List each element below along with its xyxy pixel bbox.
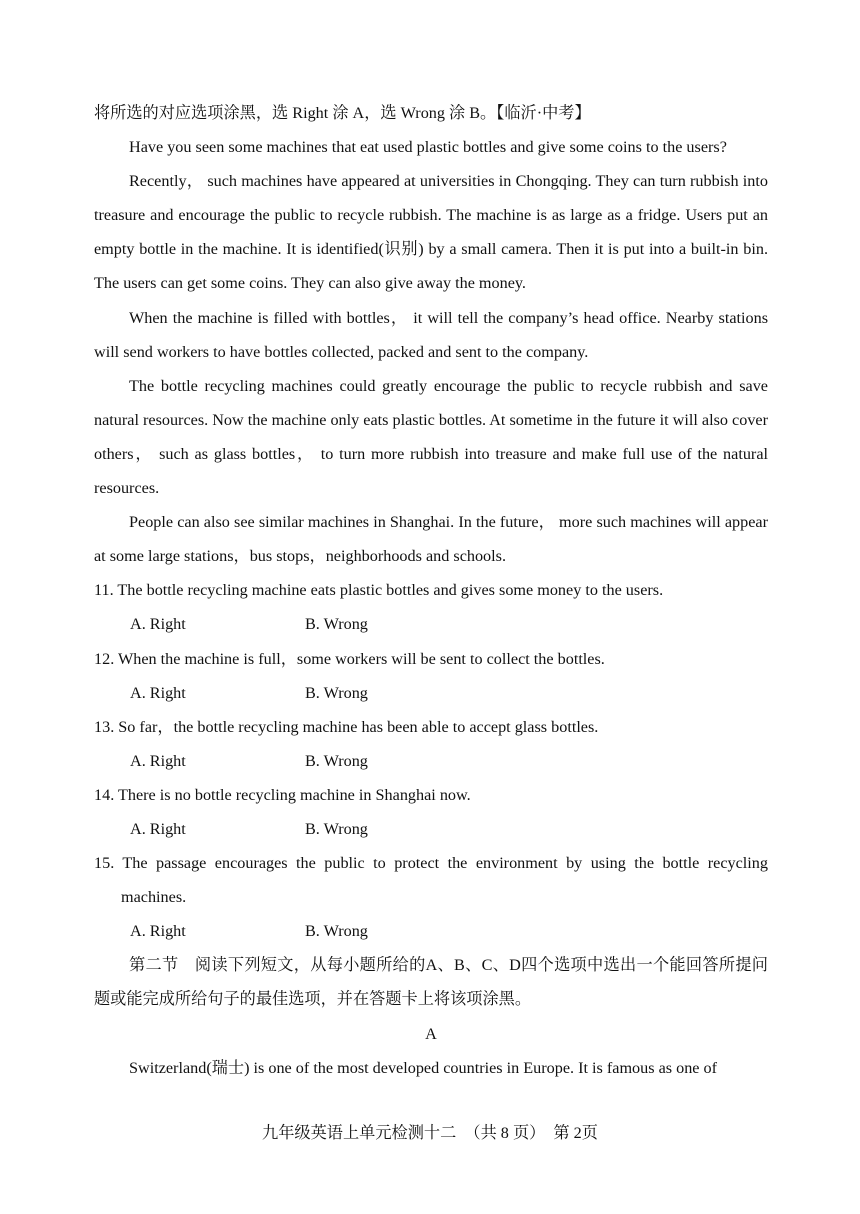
passage-a-label: A bbox=[425, 1024, 437, 1043]
question-15-option-a: A. Right bbox=[130, 922, 186, 941]
question-15-option-b: B. Wrong bbox=[305, 922, 368, 941]
question-14-stem: 14. There is no bottle recycling machine in Shanghai now. bbox=[94, 785, 471, 804]
question-15-options bbox=[94, 914, 768, 948]
passage-paragraph-3: When the machine is filled with bottles， it will tell the company’s head office. Nearby stations will send workers to have bottles collected, packed and sent to the company. bbox=[94, 308, 768, 361]
passage-paragraph-1: Have you seen some machines that eat used plastic bottles and give some coins to the users? bbox=[129, 138, 727, 157]
exam-page bbox=[94, 96, 768, 1085]
question-12-option-a: A. Right bbox=[130, 683, 186, 702]
section-2-instruction: 第二节 阅读下列短文，从每小题所给的A、B、C、D四个选项中选出一个能回答所提问题或能完成所给句子的最佳选项，并在答题卡上将该项涂黑。 bbox=[94, 956, 768, 1009]
question-13-options bbox=[94, 744, 768, 778]
question-11-stem: 11. The bottle recycling machine eats plastic bottles and gives some money to the users. bbox=[94, 581, 664, 600]
question-13-stem: 13. So far，the bottle recycling machine has been able to accept glass bottles. bbox=[94, 717, 599, 736]
question-14-options bbox=[94, 812, 768, 846]
question-11-option-b: B. Wrong bbox=[305, 615, 368, 634]
instruction-line: 将所选的对应选项涂黑，选 Right 涂 A，选 Wrong 涂 B。【临沂·中考】 bbox=[94, 104, 591, 122]
question-14-option-a: A. Right bbox=[130, 819, 186, 838]
passage-a-first-line: Switzerland(瑞士) is one of the most developed countries in Europe. It is famous as one of bbox=[129, 1058, 718, 1077]
question-11-options bbox=[94, 607, 768, 641]
question-11-option-a: A. Right bbox=[130, 615, 186, 634]
question-12-stem: 12. When the machine is full，some workers will be sent to collect the bottles. bbox=[94, 649, 605, 668]
page-footer: 九年级英语上单元检测十二 （共 8 页） 第 2页 bbox=[262, 1124, 598, 1142]
passage-paragraph-2: Recently， such machines have appeared at universities in Chongqing. They can turn rubbish into treasure and encourage the public to recycle rubbish. The machine is as large as a fridge. Users put an empty bottle in the machine. It is identified(识别) by a small camera. Then it is put into a built-in bin. The users can get some coins. They can also give away the money. bbox=[94, 172, 768, 293]
question-15-stem: 15. The passage encourages the public to protect the environment by using the bottle recycling machines. bbox=[94, 854, 768, 907]
question-13-option-a: A. Right bbox=[130, 751, 186, 770]
question-12-option-b: B. Wrong bbox=[305, 683, 368, 702]
passage-paragraph-4: The bottle recycling machines could greatly encourage the public to recycle rubbish and save natural resources. Now the machine only eats plastic bottles. At sometime in the future it will also cover others， such as glass bottles， to turn more rubbish into treasure and make full use of the natural resources. bbox=[94, 376, 768, 498]
question-12-options bbox=[94, 676, 768, 710]
question-13-option-b: B. Wrong bbox=[305, 751, 368, 770]
passage-paragraph-5: People can also see similar machines in Shanghai. In the future， more such machines will appear at some large stations，bus stops，neighborhoods and schools. bbox=[94, 513, 768, 566]
question-14-option-b: B. Wrong bbox=[305, 819, 368, 838]
